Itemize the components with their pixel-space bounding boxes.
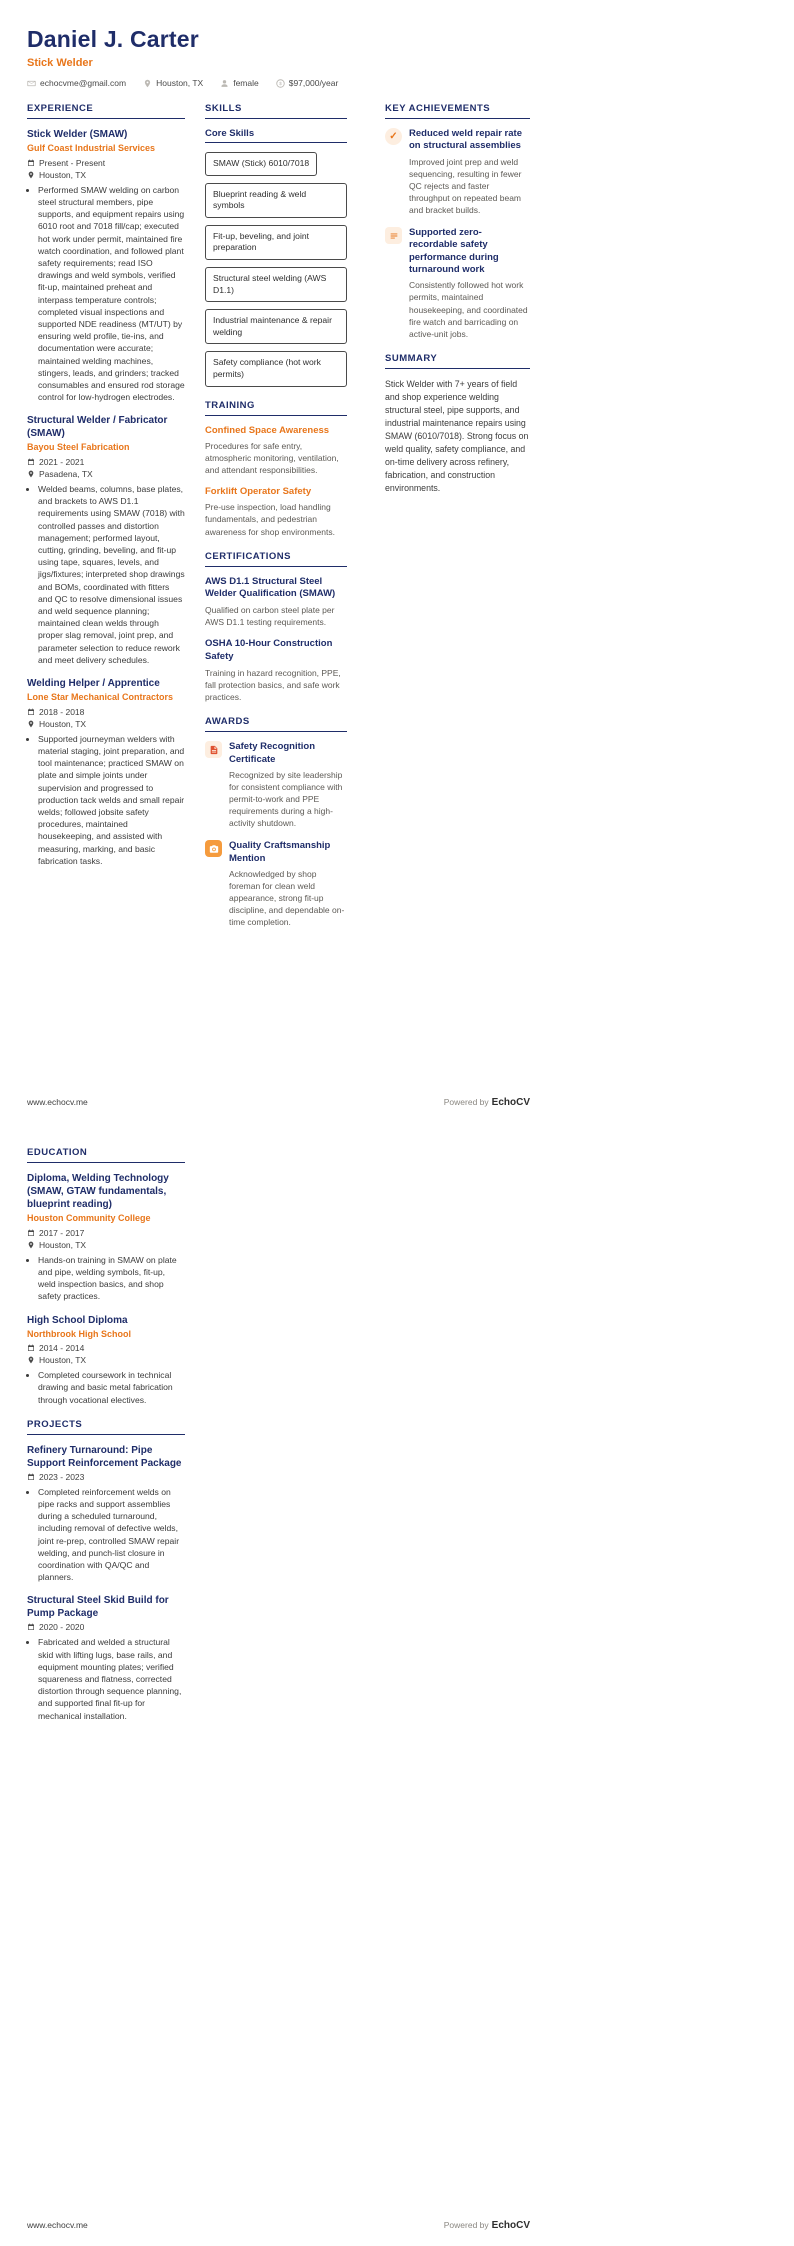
training-title: Confined Space Awareness [205, 424, 330, 436]
award-description: Acknowledged by shop foreman for clean weld appearance, strong fit-up discipline, and dependable on-time completion. [229, 868, 345, 928]
education-section [27, 1147, 185, 1406]
powered-by-label: Powered by [443, 1097, 489, 1107]
job-title: Welding Helper / Apprentice [27, 678, 160, 690]
check-icon: ✓ [385, 128, 402, 145]
calendar-icon [27, 1473, 35, 1481]
experience-entry [27, 128, 185, 403]
achievement-description: Improved joint prep and weld sequencing, resulting in fewer QC rejects and faster throughput on repeated beam and bracket builds. [409, 156, 522, 215]
website-link: www.echocv.me [27, 1097, 88, 1107]
contact-location-text: Houston, TX [156, 78, 204, 88]
page-footer [27, 2220, 530, 2231]
dates-row [27, 1343, 185, 1353]
projects-section [27, 1419, 185, 1722]
achievement-description: Consistently followed hot work permits, maintained housekeeping, and coordinated fire watch and barricading on active-unit jobs. [409, 280, 528, 339]
resume-page-2 [0, 1123, 794, 2246]
skill-item: Fit-up, beveling, and joint preparation [205, 225, 347, 260]
certification-description: Training in hazard recognition, PPE, fall protection basics, and safe work practices. [205, 667, 341, 703]
calendar-icon [27, 708, 35, 716]
camera-icon [205, 840, 222, 857]
school-name: Houston Community College [27, 1213, 151, 1223]
powered-by-label: Powered by [443, 2220, 489, 2230]
education-entry [27, 1172, 185, 1303]
training-description: Procedures for safe entry, atmospheric monitoring, ventilation, and attendant responsibilities. [205, 440, 339, 475]
skills-section [205, 103, 347, 387]
dates-text: 2023 - 2023 [39, 1471, 85, 1482]
education-heading: EDUCATION [27, 1147, 185, 1163]
training-title: Forklift Operator Safety [205, 486, 312, 498]
training-description: Pre-use inspection, load handling fundamentals, and pedestrian awareness for shop environments. [205, 502, 335, 537]
certificate-icon [205, 741, 222, 758]
experience-entry [27, 414, 185, 666]
dates-row [27, 707, 185, 717]
candidate-job-title: Stick Welder [27, 57, 93, 69]
email-icon [27, 79, 36, 88]
award-item [205, 840, 347, 928]
company-name: Lone Star Mechanical Contractors [27, 692, 174, 703]
certifications-heading: CERTIFICATIONS [205, 551, 347, 567]
experience-bullet: • Performed SMAW welding on carbon steel structural members, pipe supports, and equipment repairs using 6010 root and 7018 fill/cap; executed hot work under permit, maintained fire watch coordination, and followed plant safety requirements; read ISO drawings and weld symbols, verified fit-up, maintained preheat and interpass temperature controls; completed visual inspections and supported NDE readiness (MT/UT) by ensuring weld profile, tie-ins, and documentation were accurate; maintained welding machines, stingers, leads, and grinders; tracked consumables and ensured rod storage control for low-hydrogen electrodes. [38, 184, 185, 404]
calendar-icon [27, 159, 35, 167]
awards-heading: AWARDS [205, 716, 347, 732]
company-name: Bayou Steel Fabrication [27, 442, 130, 453]
right-column [385, 103, 530, 508]
degree-title: High School Diploma [27, 1314, 128, 1326]
certification-description: Qualified on carbon steel plate per AWS D1.1 testing requirements. [205, 605, 335, 628]
project-title: Structural Steel Skid Build for Pump Package [27, 1595, 169, 1620]
key-achievements-section [385, 103, 530, 340]
location-text: Houston, TX [39, 169, 87, 180]
experience-entry [27, 677, 185, 867]
summary-text: Stick Welder with 7+ years of field and shop experience welding structural steel, pipe supports, and industrial maintenance repairs using SMAW (6010/7018). Strong focus on weld quality, safety compliance, and on-time delivery across refinery, fabrication, and construction environments. [385, 378, 529, 493]
experience-heading: EXPERIENCE [27, 103, 185, 119]
location-pin-icon [27, 720, 35, 728]
job-title: Stick Welder (SMAW) [27, 129, 128, 140]
left-column [27, 1147, 185, 1735]
powered-by [444, 1097, 530, 1108]
key-achievements-heading: KEY ACHIEVEMENTS [385, 103, 530, 119]
contact-email [27, 78, 126, 88]
location-text: Pasadena, TX [39, 469, 93, 480]
page-footer [27, 1097, 530, 1108]
project-bullet: • Completed reinforcement welds on pipe racks and support assemblies during a scheduled turnaround, including removal of defective welds, joint re-prep, controlled SMAW repair welding, and punch-list closure in coordination with QA/QC and planners. [38, 1486, 185, 1584]
training-item [205, 486, 347, 538]
dates-text: 2018 - 2018 [39, 706, 85, 717]
achievement-item [385, 227, 530, 340]
award-title: Quality Craftsmanship Mention [229, 840, 331, 864]
location-pin-icon [143, 79, 152, 88]
contact-salary [276, 78, 339, 88]
person-icon [220, 79, 229, 88]
location-text: Houston, TX [39, 1355, 87, 1366]
location-text: Houston, TX [39, 1239, 87, 1250]
summary-section [385, 353, 530, 495]
dates-text: 2021 - 2021 [39, 457, 85, 468]
contact-row [27, 78, 530, 88]
location-row [27, 170, 185, 180]
brand-name: EchoCV [491, 1097, 530, 1108]
left-column [27, 103, 185, 880]
experience-bullet: • Supported journeyman welders with material staging, joint preparation, and tool maintenance; practiced SMAW on plate and simple joints under supervision and progressed to production tack welds and small repair welds; followed jobsite safety procedures, maintained housekeeping, and assisted with measuring, marking, and basic fabrication tasks. [38, 733, 185, 867]
dates-text: 2020 - 2020 [39, 1622, 85, 1633]
contact-salary-text: $97,000/year [288, 78, 339, 88]
dates-row [27, 1472, 185, 1482]
project-title: Refinery Turnaround: Pipe Support Reinforcement Package [27, 1444, 182, 1469]
skill-item: Safety compliance (hot work permits) [205, 351, 347, 386]
certification-item [205, 638, 347, 703]
location-pin-icon [27, 171, 35, 179]
education-bullet: • Completed coursework in technical drawing and basic metal fabrication through vocational electives. [38, 1369, 185, 1406]
training-heading: TRAINING [205, 400, 347, 416]
contact-gender [220, 78, 259, 88]
powered-by [444, 2220, 530, 2231]
location-pin-icon [27, 470, 35, 478]
certifications-section [205, 551, 347, 704]
projects-heading: PROJECTS [27, 1419, 185, 1435]
dates-text: Present - Present [39, 157, 106, 168]
certification-item [205, 576, 347, 629]
experience-section [27, 103, 185, 867]
education-bullet: • Hands-on training in SMAW on plate and pipe, welding symbols, fit-up, weld inspection basics, and shop safety practices. [38, 1254, 185, 1303]
project-entry [27, 1444, 185, 1584]
project-bullet: • Fabricated and welded a structural skid with lifting lugs, base rails, and equipment mounting plates; verified squareness and flatness, corrected distortion through sequence planning, and supported final fit-up for mechanical installation. [38, 1636, 185, 1721]
calendar-icon [27, 1344, 35, 1352]
calendar-icon [27, 1623, 35, 1631]
achievement-title: Supported zero-recordable safety performance during turnaround work [409, 227, 499, 276]
contact-email-text: echocvme@gmail.com [40, 78, 127, 88]
calendar-icon [27, 1229, 35, 1237]
calendar-icon [27, 458, 35, 466]
dates-row [27, 457, 185, 467]
job-title: Structural Welder / Fabricator (SMAW) [27, 415, 168, 440]
skill-item: Structural steel welding (AWS D1.1) [205, 267, 347, 302]
achievement-title: Reduced weld repair rate on structural assemblies [409, 128, 522, 152]
salary-icon [276, 79, 285, 88]
list-icon [385, 227, 402, 244]
skills-heading: SKILLS [205, 103, 347, 119]
dates-row [27, 158, 185, 168]
award-title: Safety Recognition Certificate [229, 741, 316, 765]
certification-title: AWS D1.1 Structural Steel Welder Qualification (SMAW) [205, 575, 336, 600]
skill-item: Blueprint reading & weld symbols [205, 183, 347, 218]
brand-name: EchoCV [491, 2220, 530, 2231]
awards-section [205, 716, 347, 928]
location-row [27, 719, 185, 729]
award-description: Recognized by site leadership for consistent compliance with permit-to-work and PPE requirements during a high-activity shutdown. [229, 769, 343, 829]
achievement-item [385, 128, 530, 216]
dates-row [27, 1228, 185, 1238]
contact-gender-text: female [233, 78, 259, 88]
location-text: Houston, TX [39, 718, 87, 729]
degree-title: Diploma, Welding Technology (SMAW, GTAW fundamentals, blueprint reading) [27, 1173, 169, 1210]
candidate-name: Daniel J. Carter [27, 26, 199, 52]
header [27, 26, 530, 88]
skill-item: Industrial maintenance & repair welding [205, 309, 347, 344]
location-pin-icon [27, 1356, 35, 1364]
award-item [205, 741, 347, 829]
location-row [27, 1240, 185, 1250]
dates-row [27, 1622, 185, 1632]
location-pin-icon [27, 1241, 35, 1249]
skill-item: SMAW (Stick) 6010/7018 [205, 152, 317, 176]
summary-heading: SUMMARY [385, 353, 530, 369]
experience-bullet: • Welded beams, columns, base plates, and brackets to AWS D1.1 requirements using SMAW (7018) with controlled passes and distortion management; performed layout, cutting, grinding, beveling, and fit-up using tape, squares, levels, and jigs/fixtures; interpreted shop drawings and BOMs, coordinated with fitters and QC to resolve dimensional issues and weld sequence planning; maintained clean welds through proper slag removal, joint prep, and parameter selection to reduce rework and meet delivery schedules. [38, 483, 185, 666]
location-row [27, 469, 185, 479]
skills-group-title: Core Skills [205, 128, 347, 143]
dates-text: 2017 - 2017 [39, 1227, 85, 1238]
website-link: www.echocv.me [27, 2220, 88, 2230]
svg-text:$: $ [278, 81, 282, 87]
contact-location [143, 78, 203, 88]
location-row [27, 1355, 185, 1365]
school-name: Northbrook High School [27, 1328, 131, 1339]
dates-text: 2014 - 2014 [39, 1343, 85, 1354]
training-section [205, 400, 347, 538]
training-item [205, 425, 347, 477]
middle-column [205, 103, 347, 941]
project-entry [27, 1594, 185, 1721]
education-entry [27, 1314, 185, 1406]
company-name: Gulf Coast Industrial Services [27, 143, 156, 153]
certification-title: OSHA 10-Hour Construction Safety [205, 638, 333, 663]
